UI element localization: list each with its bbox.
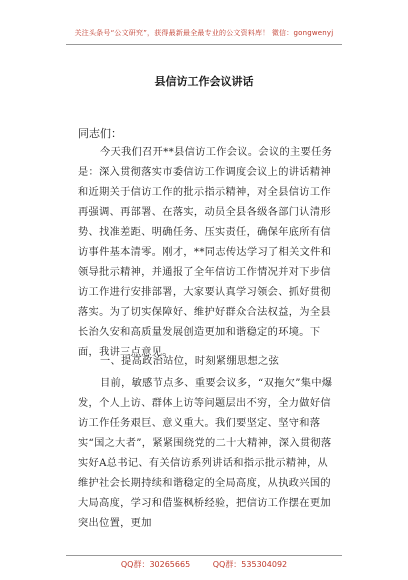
footer-qq-group-1: QQ群：30265665 — [120, 560, 191, 569]
footer — [0, 559, 408, 570]
paragraph-section-1: 目前，敏感节点多、重要会议多，“双拖欠”集中爆发，个人上访、群体上访等问题层出不穷，全力做好信访工作任务艰巨、意义重大。我们要坚定、坚守和落实“国之大者”，紧紧围绕党的二十大精神，深入贯彻落实好A总书记、有关信访系列讲话和指示批示精神，从维护社会长期持续和谐稳定的全局高度，从执政兴国的大局高度，学习和借鉴枫桥经验，把信访工作摆在更加突出位置，更加 — [78, 378, 333, 529]
header-banner: 关注头条号“公文研究”，获得最新最全最专业的公文资料库！ 微信：gongwenyj — [74, 29, 334, 37]
footer-divider — [66, 555, 342, 556]
document-title: 县信访工作会议讲话 — [154, 75, 254, 88]
footer-qq-group-2: QQ群：535304092 — [212, 560, 288, 569]
header-divider — [66, 44, 342, 45]
paragraph-opening: 今天我们召开**县信访工作会议。会议的主要任务是：深入贯彻落实市委信访工作调度会议上的讲话精神和近期关于信访工作的批示指示精神，对全县信访工作再强调、再部署、在落实，动员全县各级各部门认清形势、找准差距、明确任务、压实责任，确保年底所有信访事件基本清零。刚才，**同志传达学习了相关文件和领导批示精神，并通报了全年信访工作情况并对下步信访工作进行安排部署，大家要认真学习领会、抓好贯彻落实。为了切实保障好、维护好群众合法权益，为全县长治久安和高质量发展创造更加和谐稳定的环境。下面，我讲三点意见。 — [78, 147, 333, 358]
section-heading-1: 一、提高政治站位，时刻紧绷思想之弦 — [100, 356, 280, 367]
salutation: 同志们： — [78, 127, 122, 140]
